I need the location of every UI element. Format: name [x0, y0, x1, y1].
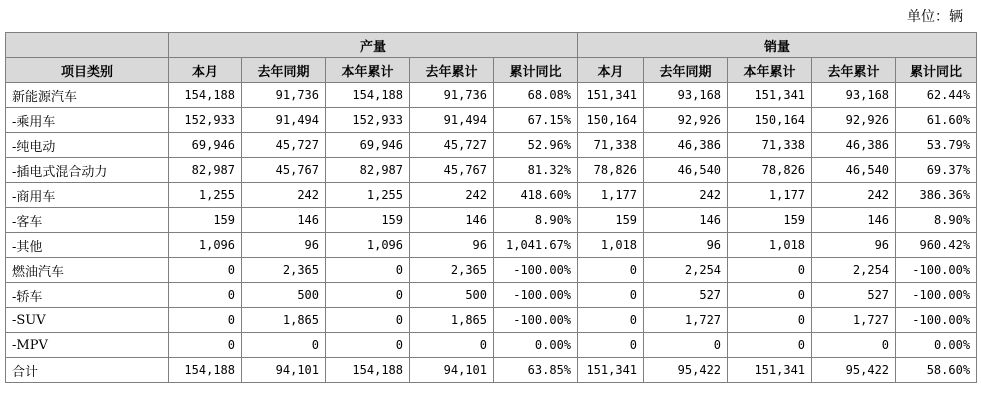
table-cell: 2,365 — [410, 258, 494, 283]
table-cell: 150,164 — [728, 108, 812, 133]
table-cell: 1,255 — [169, 183, 242, 208]
table-cell: 152,933 — [169, 108, 242, 133]
table-row — [6, 308, 977, 333]
row-label: 合计 — [6, 358, 169, 383]
row-label: -MPV — [6, 333, 169, 358]
table-cell: 91,494 — [242, 108, 326, 133]
table-cell: 46,540 — [812, 158, 896, 183]
table-cell: 1,727 — [644, 308, 728, 333]
table-cell: 1,041.67% — [494, 233, 578, 258]
table-row — [6, 208, 977, 233]
table-cell: 1,865 — [242, 308, 326, 333]
table-cell: 0 — [326, 308, 410, 333]
table-cell: 58.60% — [896, 358, 977, 383]
table-cell: 151,341 — [728, 83, 812, 108]
table-cell: 0.00% — [896, 333, 977, 358]
table-cell: 8.90% — [494, 208, 578, 233]
table-cell: 386.36% — [896, 183, 977, 208]
table-row — [6, 133, 977, 158]
row-label: -轿车 — [6, 283, 169, 308]
group-header-row — [6, 33, 977, 58]
table-cell: 500 — [242, 283, 326, 308]
table-cell: 1,727 — [812, 308, 896, 333]
header-col: 累计同比 — [896, 58, 977, 83]
header-item-category: 项目类别 — [6, 58, 169, 83]
table-cell: 0 — [169, 308, 242, 333]
table-cell: 91,736 — [242, 83, 326, 108]
table-cell: 242 — [242, 183, 326, 208]
table-cell: -100.00% — [494, 308, 578, 333]
table-row — [6, 258, 977, 283]
row-label: -乘用车 — [6, 108, 169, 133]
table-cell: -100.00% — [896, 283, 977, 308]
table-cell: 78,826 — [728, 158, 812, 183]
table-cell: 0 — [169, 258, 242, 283]
header-col: 累计同比 — [494, 58, 578, 83]
table-cell: 95,422 — [812, 358, 896, 383]
table-row — [6, 108, 977, 133]
table-cell: 151,341 — [578, 358, 644, 383]
table-cell: 0 — [326, 258, 410, 283]
table-cell: 159 — [578, 208, 644, 233]
table-cell: 154,188 — [169, 358, 242, 383]
table-cell: 146 — [644, 208, 728, 233]
table-row — [6, 283, 977, 308]
table-cell: 81.32% — [494, 158, 578, 183]
table-cell: 0 — [578, 308, 644, 333]
table-cell: 82,987 — [169, 158, 242, 183]
unit-label: 单位：辆 — [907, 9, 963, 25]
table-cell: 93,168 — [812, 83, 896, 108]
table-cell: 63.85% — [494, 358, 578, 383]
row-label: 燃油汽车 — [6, 258, 169, 283]
table-cell: 1,177 — [728, 183, 812, 208]
table-cell: 92,926 — [644, 108, 728, 133]
table-cell: 0 — [169, 333, 242, 358]
table-cell: 94,101 — [410, 358, 494, 383]
table-cell: 154,188 — [326, 358, 410, 383]
table-cell: 159 — [169, 208, 242, 233]
table-cell: 154,188 — [326, 83, 410, 108]
table-cell: 69,946 — [169, 133, 242, 158]
table-cell: 0 — [410, 333, 494, 358]
table-cell: 82,987 — [326, 158, 410, 183]
column-header-row — [6, 58, 977, 83]
table-cell: 0 — [242, 333, 326, 358]
table-cell: 242 — [812, 183, 896, 208]
table-cell: 152,933 — [326, 108, 410, 133]
table-cell: 146 — [242, 208, 326, 233]
data-table — [5, 32, 977, 383]
table-cell: 53.79% — [896, 133, 977, 158]
table-cell: 146 — [812, 208, 896, 233]
table-cell: 96 — [410, 233, 494, 258]
table-cell: 960.42% — [896, 233, 977, 258]
table-cell: 154,188 — [169, 83, 242, 108]
table-cell: 69.37% — [896, 158, 977, 183]
header-col: 本月 — [169, 58, 242, 83]
header-col: 本年累计 — [326, 58, 410, 83]
table-cell: 527 — [644, 283, 728, 308]
header-col: 去年同期 — [644, 58, 728, 83]
table-cell: 52.96% — [494, 133, 578, 158]
table-cell: 0 — [728, 333, 812, 358]
table-cell: 46,540 — [644, 158, 728, 183]
table-cell: 68.08% — [494, 83, 578, 108]
table-cell: 45,767 — [242, 158, 326, 183]
table-row — [6, 233, 977, 258]
table-cell: 45,727 — [242, 133, 326, 158]
header-col: 去年同期 — [242, 58, 326, 83]
table-cell: 0 — [728, 308, 812, 333]
header-col: 本月 — [578, 58, 644, 83]
row-label: -客车 — [6, 208, 169, 233]
header-col: 去年累计 — [812, 58, 896, 83]
table-cell: -100.00% — [896, 308, 977, 333]
table-cell: 67.15% — [494, 108, 578, 133]
header-sales: 销量 — [578, 33, 977, 58]
table-cell: 146 — [410, 208, 494, 233]
table-cell: 0 — [644, 333, 728, 358]
table-cell: 159 — [326, 208, 410, 233]
table-cell: 94,101 — [242, 358, 326, 383]
table-cell: 62.44% — [896, 83, 977, 108]
table-cell: 1,255 — [326, 183, 410, 208]
table-cell: 45,767 — [410, 158, 494, 183]
table-cell: 242 — [644, 183, 728, 208]
table-cell: 61.60% — [896, 108, 977, 133]
header-production: 产量 — [169, 33, 578, 58]
row-label: -商用车 — [6, 183, 169, 208]
table-cell: 71,338 — [578, 133, 644, 158]
table-cell: 95,422 — [644, 358, 728, 383]
table-cell: 0 — [169, 283, 242, 308]
table-cell: 150,164 — [578, 108, 644, 133]
table-cell: 96 — [644, 233, 728, 258]
table-cell: -100.00% — [896, 258, 977, 283]
header-col: 本年累计 — [728, 58, 812, 83]
row-label: 新能源汽车 — [6, 83, 169, 108]
table-cell: 151,341 — [728, 358, 812, 383]
table-cell: 45,727 — [410, 133, 494, 158]
table-cell: 0 — [728, 258, 812, 283]
row-label: -SUV — [6, 308, 169, 333]
row-label: -其他 — [6, 233, 169, 258]
table-row — [6, 83, 977, 108]
table-cell: 0 — [728, 283, 812, 308]
table-row — [6, 333, 977, 358]
table-cell: 2,254 — [812, 258, 896, 283]
table-cell: -100.00% — [494, 258, 578, 283]
row-label: -插电式混合动力 — [6, 158, 169, 183]
table-cell: 0 — [578, 283, 644, 308]
table-cell: 0.00% — [494, 333, 578, 358]
table-cell: 46,386 — [812, 133, 896, 158]
table-cell: 69,946 — [326, 133, 410, 158]
table-cell: 93,168 — [644, 83, 728, 108]
header-blank — [6, 33, 169, 58]
table-cell: 8.90% — [896, 208, 977, 233]
table-cell: 242 — [410, 183, 494, 208]
table-cell: 159 — [728, 208, 812, 233]
table-cell: 2,365 — [242, 258, 326, 283]
table-cell: 0 — [578, 333, 644, 358]
table-row — [6, 158, 977, 183]
table-cell: 500 — [410, 283, 494, 308]
table-cell: 0 — [812, 333, 896, 358]
table-cell: -100.00% — [494, 283, 578, 308]
table-cell: 92,926 — [812, 108, 896, 133]
table-row — [6, 358, 977, 383]
table-cell: 71,338 — [728, 133, 812, 158]
table-cell: 0 — [326, 333, 410, 358]
table-cell: 96 — [812, 233, 896, 258]
header-col: 去年累计 — [410, 58, 494, 83]
table-row — [6, 183, 977, 208]
table-body — [6, 83, 977, 383]
table-cell: 1,018 — [578, 233, 644, 258]
table-cell: 78,826 — [578, 158, 644, 183]
table-cell: 1,018 — [728, 233, 812, 258]
table-cell: 527 — [812, 283, 896, 308]
table-cell: 418.60% — [494, 183, 578, 208]
table-cell: 1,096 — [169, 233, 242, 258]
table-cell: 1,096 — [326, 233, 410, 258]
table-cell: 1,865 — [410, 308, 494, 333]
table-cell: 1,177 — [578, 183, 644, 208]
table-cell: 96 — [242, 233, 326, 258]
table-cell: 91,494 — [410, 108, 494, 133]
table-cell: 0 — [578, 258, 644, 283]
table-cell: 2,254 — [644, 258, 728, 283]
table-cell: 151,341 — [578, 83, 644, 108]
row-label: -纯电动 — [6, 133, 169, 158]
table-cell: 46,386 — [644, 133, 728, 158]
table-cell: 0 — [326, 283, 410, 308]
table-cell: 91,736 — [410, 83, 494, 108]
